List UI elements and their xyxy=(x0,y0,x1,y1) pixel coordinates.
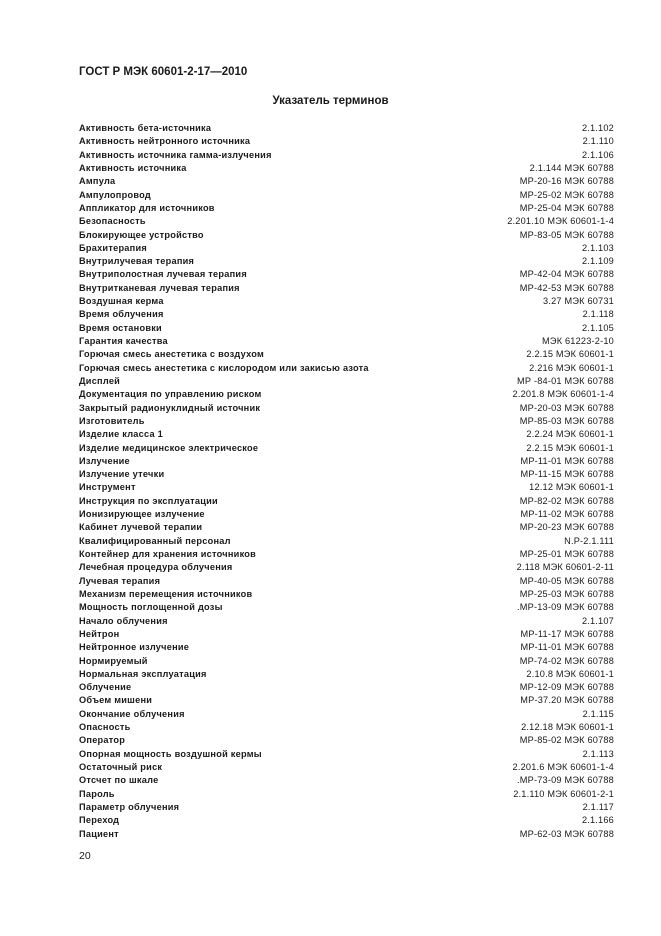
document-header: ГОСТ Р МЭК 60601-2-17—2010 xyxy=(79,66,248,78)
index-reference: 2.10.8 МЭК 60601-1 xyxy=(526,668,614,679)
index-term: Документация по управлению риском xyxy=(79,389,262,400)
index-term: Квалифицированный персонал xyxy=(79,535,231,546)
index-term: Остаточный риск xyxy=(79,762,163,772)
index-entry xyxy=(79,415,614,428)
index-term: Закрытый радионуклидный источник xyxy=(79,402,261,413)
index-entry xyxy=(79,681,614,694)
index-reference: 2.1.105 xyxy=(581,322,614,333)
index-entry xyxy=(79,335,614,348)
index-entry xyxy=(79,468,614,481)
index-reference: МР-62-03 МЭК 60788 xyxy=(519,828,614,839)
index-entry xyxy=(79,295,614,308)
index-reference: 2.216 МЭК 60601-1 xyxy=(529,362,614,373)
index-entry xyxy=(79,774,614,787)
index-term: Нейтрон xyxy=(79,628,120,639)
index-entry xyxy=(79,162,614,175)
index-reference: МР-42-04 МЭК 60788 xyxy=(519,269,614,280)
index-reference: МР-25-01 МЭК 60788 xyxy=(519,549,614,559)
index-term: Лучевая терапия xyxy=(79,575,161,586)
index-reference: 2.2.15 МЭК 60601-1 xyxy=(526,442,614,453)
index-reference: МР-37.20 МЭК 60788 xyxy=(520,695,614,706)
index-entry xyxy=(79,548,614,561)
index-term: Контейнер для хранения источников xyxy=(79,549,257,559)
index-term: Изделие класса 1 xyxy=(79,429,164,440)
index-entry xyxy=(79,348,614,361)
index-term: Начало облучения xyxy=(79,615,168,626)
index-term: Пароль xyxy=(79,788,115,799)
index-entry xyxy=(79,721,614,734)
index-reference: N.P-2.1.111 xyxy=(564,535,614,546)
index-reference: 2.1.102 xyxy=(581,123,614,133)
index-reference: 2.12.18 МЭК 60601-1 xyxy=(521,722,614,733)
index-term: Ампулопровод xyxy=(79,189,151,200)
index-entry xyxy=(79,694,614,707)
index-reference: МР-11-01 МЭК 60788 xyxy=(520,455,614,466)
index-entry xyxy=(79,455,614,468)
index-reference: МР-85-03 МЭК 60788 xyxy=(519,415,614,426)
index-term: Объем мишени xyxy=(79,695,153,706)
index-term: Опасность xyxy=(79,722,131,733)
index-reference: МР-82-02 МЭК 60788 xyxy=(519,495,614,506)
index-reference: МР-11-02 МЭК 60788 xyxy=(520,509,614,520)
index-entry xyxy=(79,202,614,215)
index-term: Нейтронное излучение xyxy=(79,642,190,653)
index-entry xyxy=(79,601,614,614)
index-reference: 2.2.15 МЭК 60601-1 xyxy=(526,349,614,360)
index-entry xyxy=(79,668,614,681)
index-reference: МР-74-02 МЭК 60788 xyxy=(519,655,614,666)
index-term: Опорная мощность воздушной кермы xyxy=(79,748,262,759)
index-term: Кабинет лучевой терапии xyxy=(79,522,203,533)
index-reference: 3.27 МЭК 60731 xyxy=(543,296,614,307)
index-reference: 2.1.115 xyxy=(582,708,614,719)
index-entry xyxy=(79,641,614,654)
index-reference: МР-25-02 МЭК 60788 xyxy=(519,189,614,200)
index-entry xyxy=(79,521,614,534)
index-term: Активность бета-источника xyxy=(79,123,212,133)
index-term: Время облучения xyxy=(79,309,164,320)
index-reference: МЭК 61223-2-10 xyxy=(542,336,614,346)
index-entry xyxy=(79,189,614,202)
index-entry xyxy=(79,268,614,281)
index-reference: МР-42-53 МЭК 60788 xyxy=(519,282,614,293)
index-reference: МР-20-03 МЭК 60788 xyxy=(519,402,614,413)
index-reference: .МР-73-09 МЭК 60788 xyxy=(517,775,614,786)
index-reference: 2.201.10 МЭК 60601-1-4 xyxy=(507,216,614,227)
index-reference: 2.1.166 xyxy=(581,815,614,826)
index-entry xyxy=(79,122,614,135)
index-reference: МР -84-01 МЭК 60788 xyxy=(517,375,614,386)
index-reference: 2.1.109 xyxy=(581,256,614,267)
index-entry xyxy=(79,734,614,747)
index-reference: 2.1.110 МЭК 60601-2-1 xyxy=(513,788,614,799)
index-term: Мощность поглощенной дозы xyxy=(79,602,223,613)
index-term: Пациент xyxy=(79,828,119,839)
index-reference: МР-20-16 МЭК 60788 xyxy=(519,176,614,187)
index-entry xyxy=(79,282,614,295)
index-entry xyxy=(79,362,614,375)
index-entry xyxy=(79,255,614,268)
index-term: Оператор xyxy=(79,735,126,746)
index-reference: 2.1.103 xyxy=(581,242,614,253)
index-reference: 2.201.6 МЭК 60601-1-4 xyxy=(512,762,614,772)
index-entry xyxy=(79,428,614,441)
index-entry xyxy=(79,814,614,827)
index-entry xyxy=(79,481,614,494)
index-term: Блокирующее устройство xyxy=(79,229,204,240)
index-term: Ионизирующее излучение xyxy=(79,509,205,520)
index-entry xyxy=(79,135,614,148)
index-term: Аппликатор для источников xyxy=(79,202,215,213)
index-term: Горючая смесь анестетика с воздухом xyxy=(79,349,265,360)
index-reference: .МР-13-09 МЭК 60788 xyxy=(517,602,614,613)
index-term: Излучение утечки xyxy=(79,469,165,480)
index-entry xyxy=(79,628,614,641)
index-reference: МР-11-01 МЭК 60788 xyxy=(520,642,614,653)
index-reference: 2.1.110 xyxy=(582,136,614,147)
index-reference: 2.1.106 xyxy=(581,149,614,160)
index-entry xyxy=(79,495,614,508)
index-reference: МР-40-05 МЭК 60788 xyxy=(519,575,614,586)
index-entry xyxy=(79,508,614,521)
index-term: Окончание облучения xyxy=(79,708,185,719)
index-reference: 2.1.118 xyxy=(582,309,614,320)
index-reference: МР-85-02 МЭК 60788 xyxy=(519,735,614,746)
index-term: Облучение xyxy=(79,682,132,693)
index-entry xyxy=(79,308,614,321)
index-term: Внутрилучевая терапия xyxy=(79,256,195,267)
index-term: Горючая смесь анестетика с кислородом или закисью азота xyxy=(79,362,369,373)
index-reference: 2.118 МЭК 60601-2-11 xyxy=(516,562,614,573)
index-term: Время остановки xyxy=(79,322,162,333)
index-reference: МР-20-23 МЭК 60788 xyxy=(519,522,614,533)
index-term: Воздушная керма xyxy=(79,296,164,307)
index-entry xyxy=(79,575,614,588)
index-term: Параметр облучения xyxy=(79,801,180,812)
page-title: Указатель терминов xyxy=(272,95,389,107)
index-term: Инструмент xyxy=(79,482,136,493)
index-entry xyxy=(79,375,614,388)
index-entry xyxy=(79,615,614,628)
page-number: 20 xyxy=(79,850,91,862)
index-entry xyxy=(79,402,614,415)
index-term: Ампула xyxy=(79,176,116,187)
index-term: Активность источника гамма-излучения xyxy=(79,149,272,160)
index-entry xyxy=(79,442,614,455)
index-entry xyxy=(79,828,614,841)
index-term: Лечебная процедура облучения xyxy=(79,562,233,573)
index-reference: МР-11-15 МЭК 60788 xyxy=(520,469,614,480)
index-term: Изделие медицинское электрическое xyxy=(79,442,259,453)
index-entry xyxy=(79,748,614,761)
index-term: Отсчет по шкале xyxy=(79,775,159,786)
index-reference: 2.201.8 МЭК 60601-1-4 xyxy=(512,389,614,400)
index-entry xyxy=(79,588,614,601)
index-term: Изготовитель xyxy=(79,415,145,426)
index-term: Брахитерапия xyxy=(79,242,147,253)
index-entry xyxy=(79,175,614,188)
index-entry xyxy=(79,535,614,548)
index-reference: 12.12 МЭК 60601-1 xyxy=(529,482,614,493)
index-entry xyxy=(79,655,614,668)
index-entry xyxy=(79,801,614,814)
index-entry xyxy=(79,242,614,255)
index-term: Внутритканевая лучевая терапия xyxy=(79,282,240,293)
index-term: Излучение xyxy=(79,455,130,466)
index-term: Переход xyxy=(79,815,120,826)
index-entry xyxy=(79,149,614,162)
index-entry xyxy=(79,229,614,242)
index-term: Инструкция по эксплуатации xyxy=(79,495,218,506)
index-term: Нормальная эксплуатация xyxy=(79,668,207,679)
index-term: Нормируемый xyxy=(79,655,148,666)
index-term: Активность нейтронного источника xyxy=(79,136,251,147)
index-entry xyxy=(79,215,614,228)
index-entry xyxy=(79,788,614,801)
index-reference: 2.1.144 МЭК 60788 xyxy=(529,162,614,173)
index-reference: МР-12-09 МЭК 60788 xyxy=(519,682,614,693)
index-term: Дисплей xyxy=(79,375,121,386)
index-reference: 2.2.24 МЭК 60601-1 xyxy=(526,429,614,440)
index-entry xyxy=(79,561,614,574)
index-entry xyxy=(79,322,614,335)
index-reference: МР-25-03 МЭК 60788 xyxy=(519,588,614,599)
index-reference: 2.1.113 xyxy=(582,748,614,759)
index-term: Активность источника xyxy=(79,162,187,173)
index-reference: МР-83-05 МЭК 60788 xyxy=(519,229,614,240)
index-term: Внутриполостная лучевая терапия xyxy=(79,269,247,280)
index-entry xyxy=(79,708,614,721)
index-reference: МР-11-17 МЭК 60788 xyxy=(520,628,614,639)
index-entry xyxy=(79,761,614,774)
index-term: Механизм перемещения источников xyxy=(79,588,253,599)
index-term: Гарантия качества xyxy=(79,336,168,346)
index-reference: 2.1.117 xyxy=(582,801,614,812)
index-entry xyxy=(79,388,614,401)
index-reference: 2.1.107 xyxy=(581,615,614,626)
term-index-list xyxy=(79,122,614,841)
index-reference: МР-25-04 МЭК 60788 xyxy=(519,202,614,213)
index-term: Безопасность xyxy=(79,216,146,227)
